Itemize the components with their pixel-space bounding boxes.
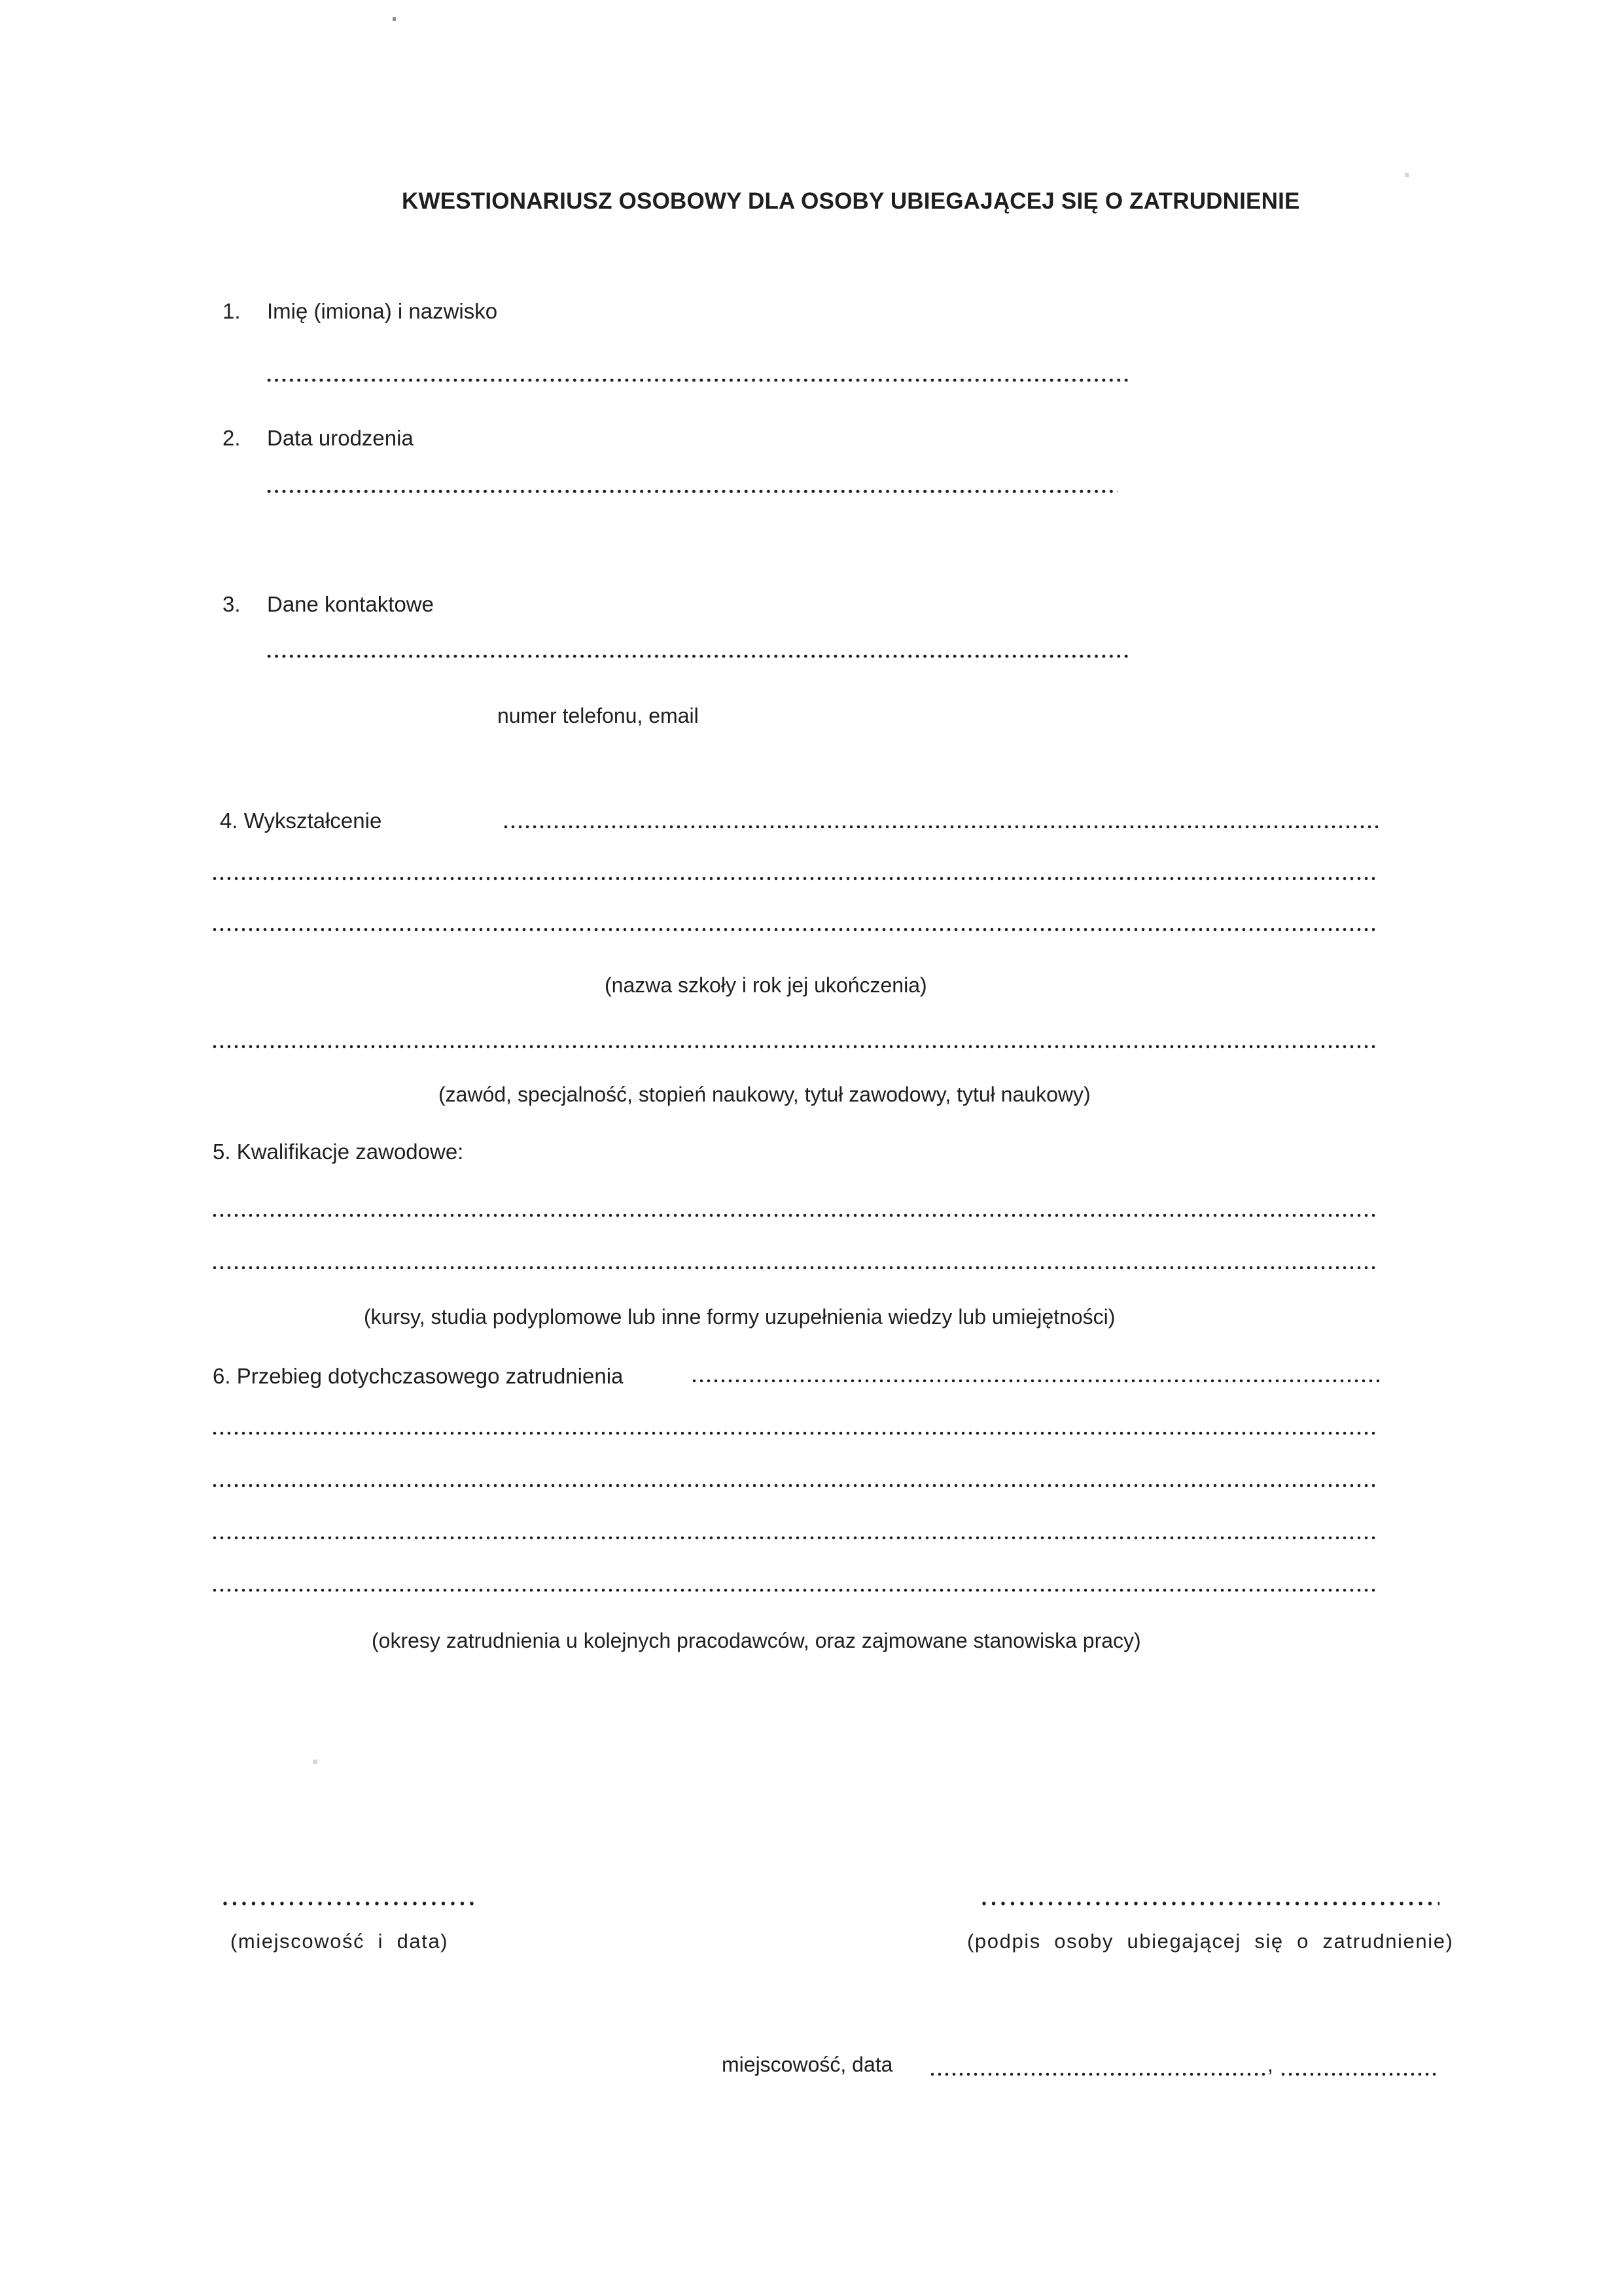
answer-line-4a[interactable] — [504, 825, 1379, 833]
scan-speck — [393, 17, 396, 21]
answer-line-1[interactable] — [267, 378, 1129, 386]
answer-line-4d[interactable] — [213, 1045, 1379, 1052]
footer-separator: , — [1267, 2053, 1273, 2076]
item-label-2: Data urodzenia — [267, 426, 414, 450]
footer-place-line[interactable] — [930, 2072, 1267, 2080]
caption-employment: (okresy zatrudnienia u kolejnych pracodawców, oraz zajmowane stanowiska pracy) — [372, 1629, 1141, 1652]
item-number-2: 2. — [222, 426, 241, 450]
item-number-3: 3. — [222, 592, 241, 616]
signature-line[interactable] — [981, 1901, 1439, 1909]
answer-line-2[interactable] — [267, 489, 1118, 497]
item-label-3: Dane kontaktowe — [267, 592, 434, 616]
answer-line-6e[interactable] — [213, 1588, 1379, 1596]
item-label-1: Imię (imiona) i nazwisko — [267, 299, 498, 323]
scan-speck — [1405, 173, 1409, 177]
answer-line-5a[interactable] — [213, 1213, 1379, 1221]
answer-line-5b[interactable] — [213, 1266, 1379, 1274]
document-title: KWESTIONARIUSZ OSOBOWY DLA OSOBY UBIEGAJĄCEJ SIĘ O ZATRUDNIENIE — [402, 188, 1300, 214]
scan-speck — [313, 1760, 317, 1764]
answer-line-6d[interactable] — [213, 1536, 1379, 1544]
answer-line-6b[interactable] — [213, 1431, 1379, 1439]
footer-place-date-label: miejscowość, data — [722, 2053, 893, 2076]
caption-courses: (kursy, studia podyplomowe lub inne formy uzupełnienia wiedzy lub umiejętności) — [364, 1305, 1116, 1329]
footer-date-line[interactable] — [1281, 2072, 1436, 2080]
answer-line-3[interactable] — [267, 654, 1129, 662]
caption-contact: numer telefonu, email — [497, 704, 699, 727]
caption-profession: (zawód, specjalność, stopień naukowy, tytuł zawodowy, tytuł naukowy) — [438, 1083, 1091, 1106]
caption-school: (nazwa szkoły i rok jej ukończenia) — [605, 973, 927, 997]
answer-line-4b[interactable] — [213, 877, 1379, 884]
answer-line-6c[interactable] — [213, 1484, 1379, 1491]
caption-applicant-signature: (podpis osoby ubiegającej się o zatrudnienie) — [967, 1930, 1454, 1953]
answer-line-6a[interactable] — [692, 1379, 1379, 1387]
answer-line-4c[interactable] — [213, 928, 1379, 935]
item-number-1: 1. — [222, 299, 241, 323]
caption-place-date: (miejscowość i data) — [230, 1930, 449, 1953]
item-label-5: 5. Kwalifikacje zawodowe: — [213, 1139, 464, 1164]
item-label-6: 6. Przebieg dotychczasowego zatrudnienia — [213, 1364, 624, 1388]
item-label-4: 4. Wykształcenie — [220, 809, 382, 833]
place-date-line[interactable] — [222, 1901, 478, 1909]
